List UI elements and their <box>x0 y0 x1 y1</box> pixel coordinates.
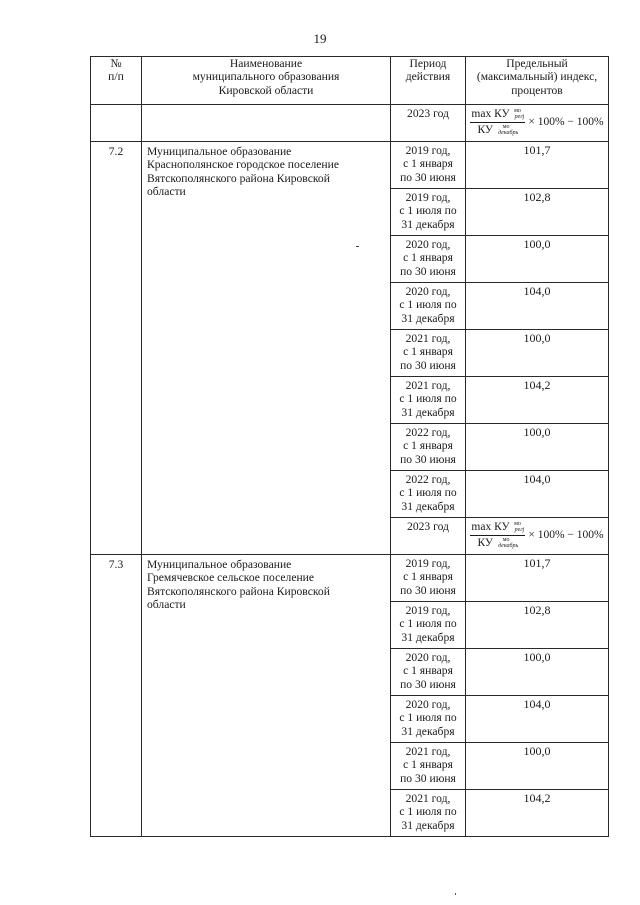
period-text: по 30 июня <box>400 583 456 597</box>
cell-index-value <box>466 142 609 189</box>
formula-top-sub: регj <box>514 114 525 120</box>
cell-index-value <box>466 283 609 330</box>
period-text: по 30 июня <box>400 358 456 372</box>
period-text: по 30 июня <box>400 677 456 691</box>
cell-period <box>391 696 466 743</box>
period-text: 2020 год, <box>405 698 451 711</box>
period-text: с 1 января <box>403 439 453 453</box>
cell-index-value <box>466 471 609 518</box>
period-text: 31 декабря <box>401 818 455 832</box>
cell-num-empty <box>91 105 142 142</box>
header-period: Период действия <box>391 57 466 105</box>
period-text: 31 декабря <box>401 499 455 513</box>
period-text: с 1 января <box>403 345 453 359</box>
period-text: 31 декабря <box>401 405 455 419</box>
table-row-carryover <box>91 105 609 142</box>
period-text: с 1 июля по <box>399 392 457 406</box>
formula-top-indices <box>511 521 525 533</box>
period-text: 31 декабря <box>401 311 455 325</box>
cell-period <box>391 189 466 236</box>
period-text: 2019 год, <box>405 191 451 204</box>
formula-bot-sub: декабрь <box>498 130 519 137</box>
cell-period <box>391 649 466 696</box>
formula-denominator <box>477 536 518 550</box>
cell-name <box>142 142 391 555</box>
period-text: с 1 января <box>403 570 453 584</box>
period-text: с 1 января <box>403 664 453 678</box>
cell-num <box>91 142 142 555</box>
index-value: 104,2 <box>523 791 551 805</box>
municipality-name-line: Муниципальное образование <box>147 145 292 158</box>
formula-bot-sup: мо <box>502 537 510 544</box>
formula-numerator <box>470 521 525 536</box>
municipality-name-line: Вятскополянского района Кировской <box>147 171 330 185</box>
index-value: 100,0 <box>523 650 551 664</box>
cell-period <box>391 142 466 189</box>
period-text: 2022 год, <box>405 426 451 439</box>
cell-period <box>391 518 466 555</box>
index-value: 100,0 <box>523 744 551 758</box>
period-text: с 1 июля по <box>399 204 457 218</box>
item-number: 7.2 <box>108 145 124 158</box>
municipality-name-line: области <box>147 185 186 199</box>
cell-index-value <box>466 189 609 236</box>
municipality-name-line: Гремячевское сельское поселение <box>147 571 315 585</box>
formula-prefix: max КУ <box>471 521 510 533</box>
cell-period <box>391 471 466 518</box>
period-text: 31 декабря <box>401 217 455 231</box>
index-value: 100,0 <box>523 425 551 439</box>
cell-index-formula <box>466 518 609 555</box>
cell-period <box>391 105 466 142</box>
period-text: с 1 июля по <box>399 298 457 312</box>
cell-period <box>391 743 466 790</box>
table-body <box>91 105 609 837</box>
page-number: 19 <box>313 31 327 46</box>
header-index: Предельный (максимальный) индекс, процентов <box>466 57 609 105</box>
cell-period <box>391 330 466 377</box>
scan-mark <box>356 246 359 247</box>
formula-top-sup: мо <box>514 521 521 527</box>
period-text: с 1 января <box>403 157 453 171</box>
table-row <box>91 142 609 189</box>
cell-index-value <box>466 377 609 424</box>
cell-index-value <box>466 236 609 283</box>
index-value: 102,8 <box>523 603 551 617</box>
period-text: с 1 июля по <box>399 805 457 819</box>
index-value: 104,0 <box>523 697 551 711</box>
period-text: с 1 июля по <box>399 711 457 725</box>
formula-bot-indices <box>494 124 518 136</box>
period-text: 2020 год, <box>405 238 451 251</box>
index-value: 104,2 <box>523 378 551 392</box>
formula-denominator-text: КУ <box>477 537 494 550</box>
formula-bot-sub: декабрь <box>498 543 519 550</box>
period-text: с 1 июля по <box>399 486 457 500</box>
period-text: с 1 января <box>403 251 453 265</box>
tariff-index-table <box>90 56 609 837</box>
item-number: 7.3 <box>108 558 124 571</box>
cell-num <box>91 555 142 837</box>
period-text: по 30 июня <box>400 771 456 785</box>
formula-tail: × 100% − 100% <box>528 529 604 542</box>
period-text: с 1 июля по <box>399 617 457 631</box>
index-value: 100,0 <box>523 331 551 345</box>
period-text: 2019 год, <box>405 144 451 157</box>
period-text: по 30 июня <box>400 170 456 184</box>
cell-index-value <box>466 790 609 837</box>
formula-bot-sup: мо <box>502 124 510 131</box>
index-value: 101,7 <box>523 556 551 570</box>
index-value: 101,7 <box>523 143 551 157</box>
cell-index-value <box>466 424 609 471</box>
period-text: 2020 год, <box>405 651 451 664</box>
index-value: 104,0 <box>523 472 551 486</box>
cell-index-value <box>466 555 609 602</box>
formula-numerator <box>470 108 525 123</box>
cell-period <box>391 555 466 602</box>
index-formula <box>470 108 603 138</box>
table-header-row <box>91 57 609 105</box>
period-text: 2019 год, <box>405 557 451 570</box>
formula-tail: × 100% − 100% <box>528 116 604 129</box>
formula-top-sub: регj <box>514 527 525 533</box>
period-text: 2021 год, <box>405 792 451 805</box>
period-text: 31 декабря <box>401 630 455 644</box>
period-text: 2021 год, <box>405 379 451 392</box>
period-text: 2023 год <box>407 520 449 533</box>
period-text: 2021 год, <box>405 332 451 345</box>
period-text: 2021 год, <box>405 745 451 758</box>
period-text: 31 декабря <box>401 724 455 738</box>
period-text: 2022 год, <box>405 473 451 486</box>
cell-index-value <box>466 602 609 649</box>
cell-period <box>391 236 466 283</box>
formula-bot-indices <box>494 537 518 549</box>
formula-denominator <box>477 123 518 137</box>
scan-dot <box>455 893 456 895</box>
formula-prefix: max КУ <box>471 108 510 120</box>
cell-period <box>391 790 466 837</box>
municipality-name-line: области <box>147 598 186 612</box>
cell-period <box>391 602 466 649</box>
table-row <box>91 555 609 602</box>
formula-fraction <box>470 108 525 138</box>
period-text: по 30 июня <box>400 452 456 466</box>
index-formula <box>470 521 603 551</box>
cell-period <box>391 424 466 471</box>
cell-name-empty <box>142 105 391 142</box>
cell-index-formula <box>466 105 609 142</box>
index-value: 102,8 <box>523 190 551 204</box>
municipality-name-line: Краснополянское городское поселение <box>147 158 339 172</box>
header-name: Наименование муниципального образования Кировской области <box>142 57 391 105</box>
index-value: 100,0 <box>523 237 551 251</box>
header-num: № п/п <box>91 57 142 105</box>
cell-index-value <box>466 743 609 790</box>
formula-top-sup: мо <box>514 108 521 114</box>
cell-index-value <box>466 696 609 743</box>
municipality-name-line: Вятскополянского района Кировской <box>147 584 330 598</box>
index-value: 104,0 <box>523 284 551 298</box>
formula-fraction <box>470 521 525 551</box>
period-text: 2020 год, <box>405 285 451 298</box>
formula-denominator-text: КУ <box>477 124 494 137</box>
cell-period <box>391 377 466 424</box>
cell-name <box>142 555 391 837</box>
period-text: 2023 год <box>407 107 449 120</box>
cell-period <box>391 283 466 330</box>
cell-index-value <box>466 330 609 377</box>
period-text: с 1 января <box>403 758 453 772</box>
period-text: по 30 июня <box>400 264 456 278</box>
period-text: 2019 год, <box>405 604 451 617</box>
municipality-name-line: Муниципальное образование <box>147 558 292 571</box>
cell-index-value <box>466 649 609 696</box>
formula-top-indices <box>511 108 525 120</box>
